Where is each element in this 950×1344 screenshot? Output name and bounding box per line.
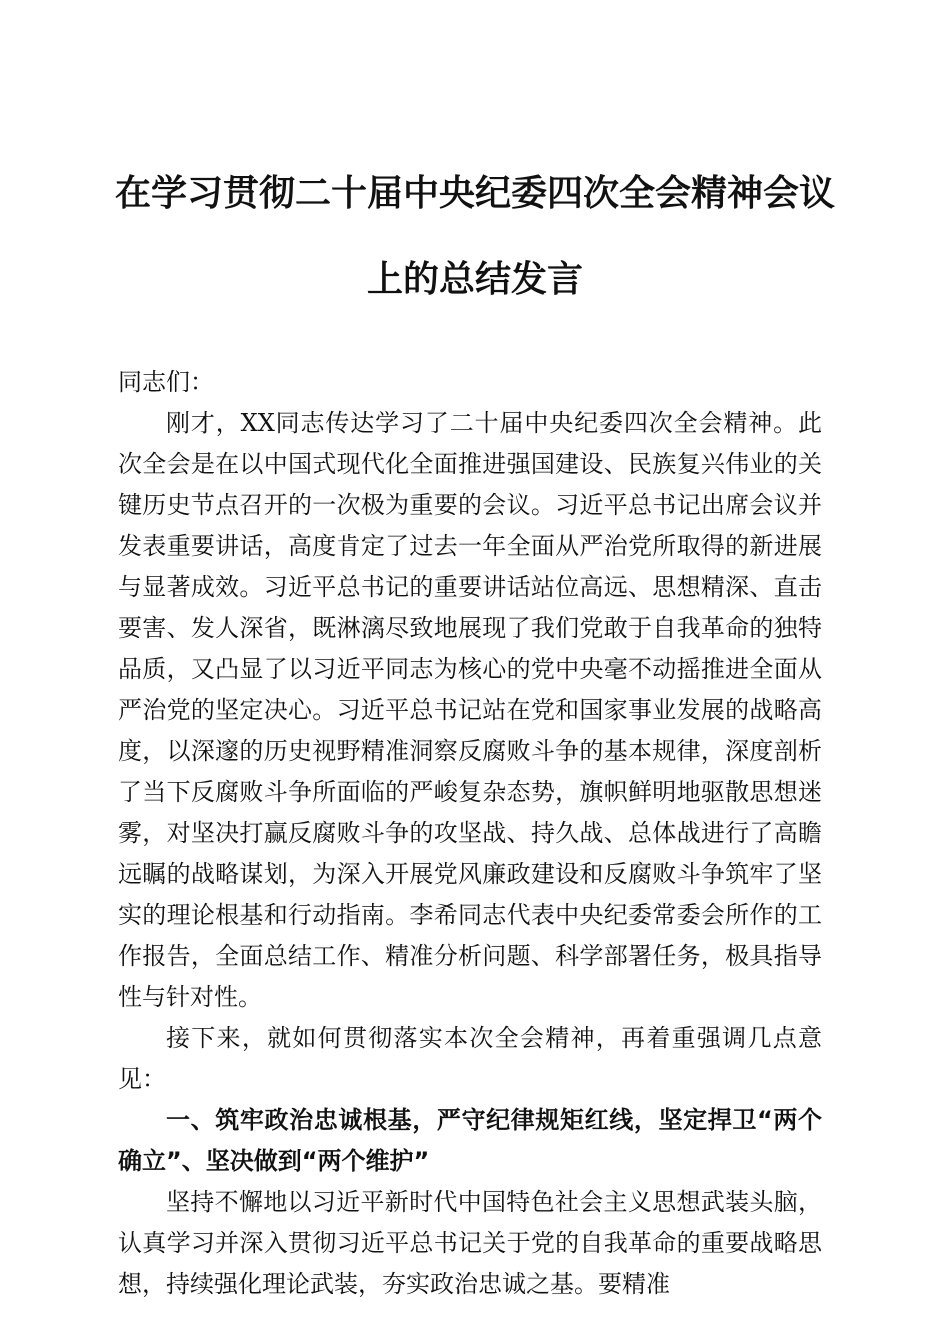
section-heading-1: 一、筑牢政治忠诚根基，严守纪律规矩红线，坚定捍卫“两个确立”、坚决做到“两个维护” bbox=[118, 1106, 822, 1175]
paragraph-intro: 刚才，XX同志传达学习了二十届中央纪委四次全会精神。此次全会是在以中国式现代化全面推进强国建设、民族复兴伟业的关键历史节点召开的一次极为重要的会议。习近平总书记出席会议并发表重要讲话，高度肯定了过去一年全面从严治党所取得的新进展与显著成效。习近平总书记的重要讲话站位高远、思想精深、直击要害、发人深省，既淋漓尽致地展现了我们党敢于自我革命的独特品质，又凸显了以习近平同志为核心的党中央毫不动摇推进全面从严治党的坚定决心。习近平总书记站在党和国家事业发展的战略高度，以深邃的历史视野精准洞察反腐败斗争的基本规律，深度剖析了当下反腐败斗争所面临的严峻复杂态势，旗帜鲜明地驱散思想迷雾，对坚决打赢反腐败斗争的攻坚战、持久战、总体战进行了高瞻远瞩的战略谋划，为深入开展党风廉政建设和反腐败斗争筑牢了坚实的理论根基和行动指南。李希同志代表中央纪委常委会所作的工作报告，全面总结工作、精准分析问题、科学部署任务，极具指导性与针对性。 bbox=[118, 409, 822, 1011]
document-title-line-1: 在学习贯彻二十届中央纪委四次全会精神会议 bbox=[114, 172, 835, 214]
salutation: 同志们： bbox=[118, 368, 214, 396]
paragraph-transition: 接下来，就如何贯彻落实本次全会精神，再着重强调几点意见： bbox=[118, 1024, 822, 1093]
document-title-line-2: 上的总结发言 bbox=[366, 258, 583, 300]
document-title bbox=[100, 150, 850, 322]
paragraph-section-1: 坚持不懈地以习近平新时代中国特色社会主义思想武装头脑，认真学习并深入贯彻习近平总书记关于党的自我革命的重要战略思想，持续强化理论武装，夯实政治忠诚之基。要精准 bbox=[118, 1188, 822, 1298]
document-body bbox=[118, 362, 822, 1305]
